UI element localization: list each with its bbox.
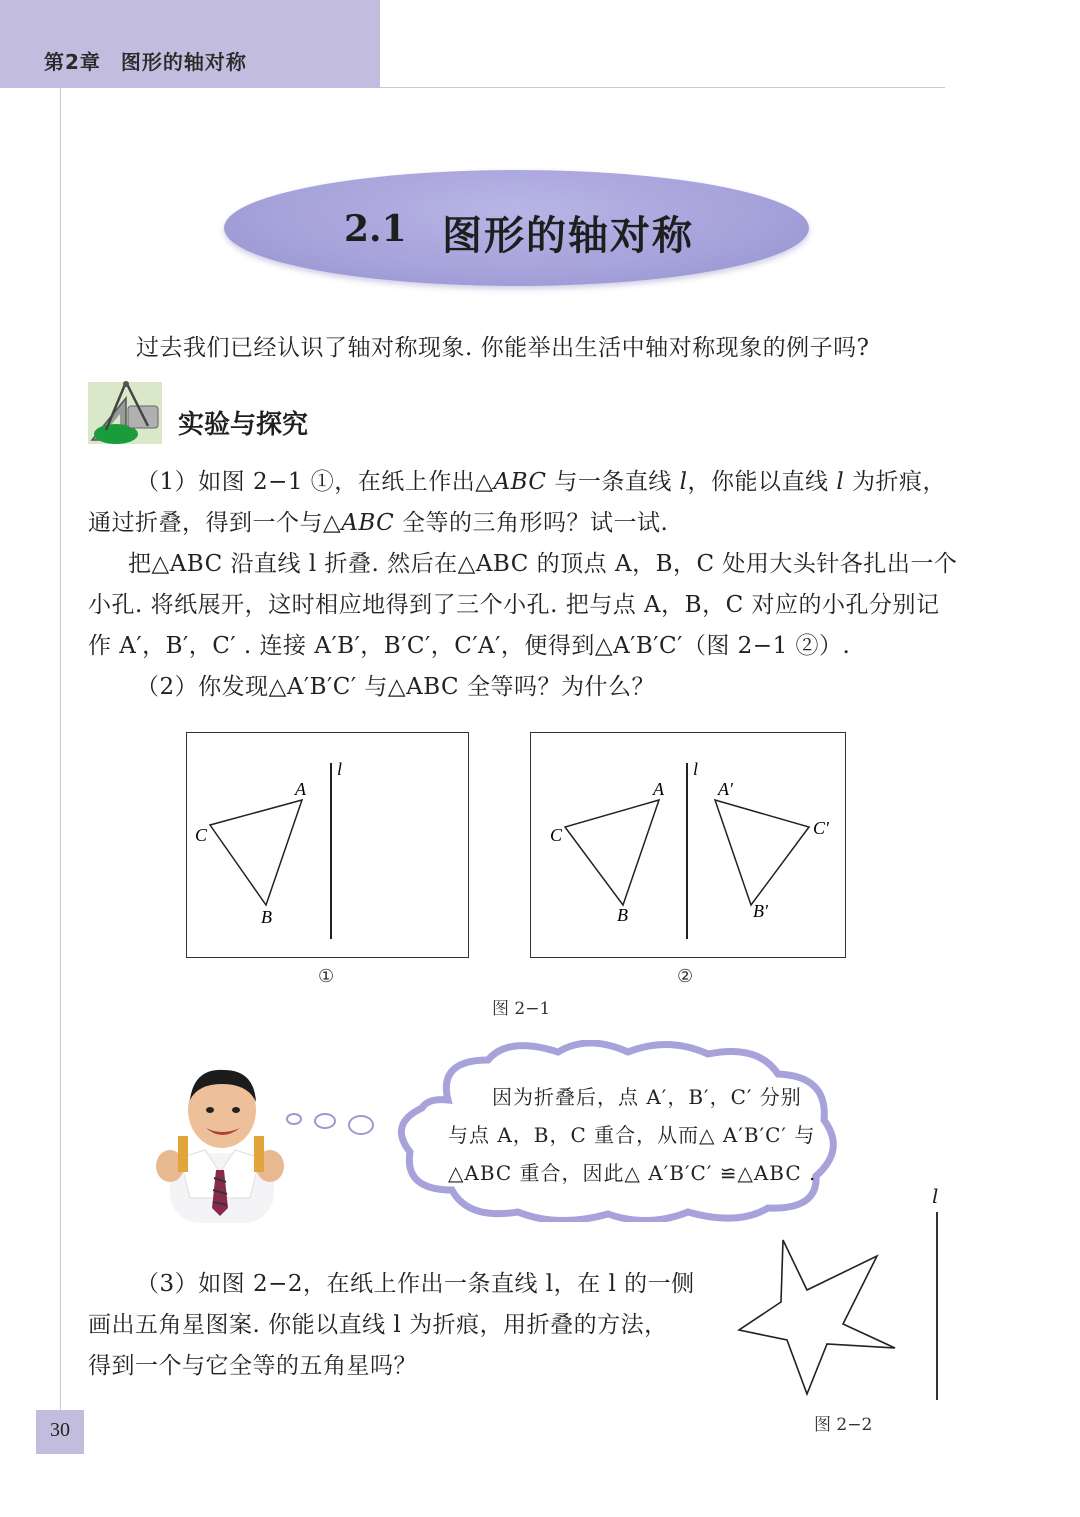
paragraph-3: （2）你发现△A′B′C′ 与△ABC 全等吗？为什么？ — [136, 674, 655, 700]
figure-2-1-panel-2 — [530, 732, 846, 958]
paragraph-4-line-3: 得到一个与它全等的五角星吗？ — [88, 1353, 417, 1379]
boy-illustration — [150, 1058, 290, 1223]
section-title: 图形的轴对称 — [442, 213, 694, 259]
text-span: （1）如图 2−1 ①，在纸上作出△ — [136, 469, 494, 495]
label-c: C — [550, 825, 563, 845]
five-pointed-star — [735, 1236, 900, 1396]
paragraph-4-line-2: 画出五角星图案. 你能以直线 l 为折痕，用折叠的方法， — [88, 1312, 668, 1338]
label-b-prime: B′ — [753, 901, 768, 921]
figure-2-1-panel-1-drawing — [187, 733, 468, 957]
section-number: 2.1 — [344, 208, 407, 250]
label-b: B — [617, 905, 628, 925]
figure-2-1-sublabel-1: ① — [318, 966, 335, 987]
label-a-prime: A′ — [718, 779, 733, 799]
figure-2-1-panel-1 — [186, 732, 469, 958]
label-c-prime: C′ — [813, 818, 829, 838]
paragraph-1-cont — [88, 503, 958, 544]
header-rule — [380, 87, 945, 88]
figure-2-1-sublabel-2: ② — [677, 966, 694, 987]
paragraph-1 — [88, 462, 958, 503]
label-l: l — [337, 759, 343, 779]
figure-2-1-panel-2-drawing — [531, 733, 845, 957]
label-b: B — [261, 907, 272, 927]
label-l-2-2: l — [932, 1184, 939, 1208]
speech-text — [448, 1078, 828, 1192]
chapter-header — [44, 46, 247, 75]
speech-line-1: 因为折叠后，点 A′，B′，C′ 分别 — [492, 1085, 802, 1109]
math-abc: ABC — [493, 469, 547, 495]
chapter-number: 第2章 — [44, 50, 101, 74]
body-section-2 — [88, 1264, 708, 1387]
chapter-title: 图形的轴对称 — [120, 50, 247, 74]
paragraph-2: 把△ABC 沿直线 l 折叠. 然后在△ABC 的顶点 A，B，C 处用大头针各扎出一个小孔. 将纸展开，这时相应地得到了三个小孔. 把与点 A，B，C 对应的小孔分别记作 A′，B′，C′ . 连接 A′B′，B′C′，C′A′，便得到△A′B′C′（图 2−1 ②）. — [88, 551, 958, 659]
figure-2-1-caption: 图 2−1 — [492, 999, 551, 1019]
text-span: 为折痕， — [844, 469, 946, 495]
body-section-1 — [88, 462, 958, 708]
text-span: 与一条直线 — [546, 469, 680, 495]
label-c: C — [195, 825, 208, 845]
label-l: l — [693, 759, 699, 779]
speech-line-3: △ABC 重合，因此△ A′B′C′ ≌△ABC . — [448, 1161, 817, 1185]
label-a: A — [653, 779, 664, 799]
triangle-a2b2c2 — [715, 800, 809, 905]
math-l: l — [679, 469, 688, 495]
speech-line-2: 与点 A，B，C 重合，从而△ A′B′C′ 与 — [448, 1123, 816, 1147]
activity-heading: 实验与探究 — [178, 410, 309, 440]
text-span: 通过折叠，得到一个与△ — [88, 510, 342, 536]
triangle-abc — [565, 800, 659, 905]
label-a: A — [295, 779, 306, 799]
text-span: 全等的三角形吗？试一试. — [394, 510, 669, 536]
math-l: l — [836, 469, 845, 495]
text-span: ，你能以直线 — [687, 469, 837, 495]
intro-paragraph: 过去我们已经认识了轴对称现象. 你能举出生活中轴对称现象的例子吗? — [136, 335, 870, 361]
triangle-abc — [210, 800, 302, 905]
fold-line-2-2 — [936, 1212, 938, 1400]
math-abc: ABC — [341, 510, 395, 536]
paragraph-4-line-1: （3）如图 2−2，在纸上作出一条直线 l，在 l 的一侧 — [136, 1271, 695, 1297]
thought-bubbles — [285, 1105, 380, 1139]
page-number: 30 — [50, 1419, 70, 1441]
figure-2-2-caption: 图 2−2 — [814, 1415, 873, 1435]
compass-ruler-icon — [86, 378, 164, 448]
margin-rule — [60, 88, 61, 1410]
